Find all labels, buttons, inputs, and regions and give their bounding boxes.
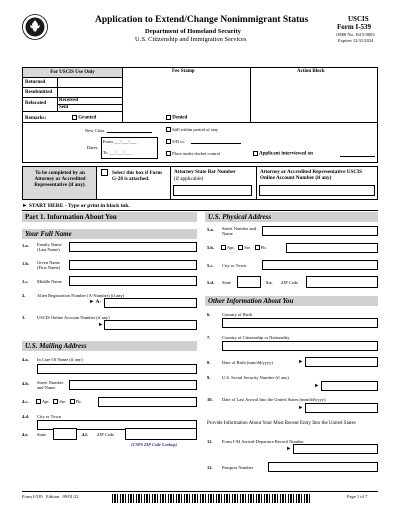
form-edition: Form I-539 Edition 09/01/22 [22, 494, 79, 499]
attorney-online-account-label: Attorney or Accredited Representative USCIS Online Account Number (if any) [260, 169, 363, 182]
ssn-label: U.S. Social Security Number (if any) [222, 375, 289, 380]
returned-label: Returned [25, 80, 46, 85]
family-name-input[interactable] [69, 242, 197, 252]
mail-unit-input[interactable] [98, 397, 197, 407]
mail-ste-checkbox[interactable] [53, 399, 58, 404]
remarks-label: Remarks: [25, 116, 47, 121]
country-citizenship-input[interactable] [222, 341, 378, 351]
mail-state-select[interactable] [53, 428, 77, 440]
sent-label: Sent [59, 105, 69, 110]
last-arrival-label: Date of Last Arrival Into the United States (mm/dd/yyyy) [222, 397, 326, 402]
phys-street-input[interactable] [262, 226, 378, 236]
mail-apt-checkbox[interactable] [36, 399, 41, 404]
attorney-instructions: To be completed by an Attorney or Accredited Representative (if any). [34, 170, 86, 189]
i94-label: Form I-94 Arrival-Departure Record Number [222, 439, 304, 444]
agency-abbr: USCIS [348, 15, 369, 23]
action-block-label: Action Block [297, 69, 325, 74]
mail-unit-type: Apt. Ste. Flr. [36, 399, 82, 404]
fee-stamp-label: Fee Stamp [172, 69, 195, 74]
resubmitted-label: Resubmitted [25, 90, 53, 95]
form-number: Form I-539 [337, 23, 372, 31]
start-here: ► START HERE - Type or print in black ink. [22, 203, 130, 209]
i94-input[interactable] [293, 444, 378, 454]
in-care-of-label: In Care Of Name (if any) [37, 357, 83, 362]
phys-zip-input[interactable] [306, 276, 378, 288]
g28-label: Select this box if Form G-28 is attached. [112, 170, 162, 183]
granted-checkbox[interactable] [72, 115, 77, 120]
given-name-input[interactable] [69, 260, 197, 270]
mail-state-label: State [37, 432, 46, 437]
mail-flr-checkbox[interactable] [70, 399, 75, 404]
full-name-header: Your Full Name [22, 229, 197, 239]
from-date: From ___/___/___ [103, 139, 137, 144]
mailing-address-header: U.S. Mailing Address [22, 341, 197, 351]
zip-lookup-link[interactable]: (USPS ZIP Code Lookup) [131, 442, 178, 447]
agency: U.S. Citizenship and Immigration Services [135, 36, 247, 43]
still-within-option[interactable]: Still within period of stay [166, 127, 218, 133]
middle-name-input[interactable] [69, 276, 197, 286]
online-account-label: USCIS Online Account Number (if any) [37, 315, 110, 320]
mail-zip-label: ZIP Code [97, 432, 115, 437]
ssn-input[interactable] [321, 381, 378, 391]
phys-unit-input[interactable] [286, 243, 378, 253]
uscis-use-only-label: For USCIS Use Only [23, 68, 122, 77]
dhs-seal [22, 14, 48, 40]
new-class-label: New Class [85, 128, 105, 133]
other-info-header: Other Information About You [205, 296, 378, 306]
interviewed-checkbox[interactable] [253, 151, 258, 156]
phys-city-input[interactable] [262, 260, 378, 270]
phys-street-label: Street Number and Name [222, 226, 256, 236]
recent-entry-instruction: Provide Information About Your Most Recent Entry Into the United States [207, 421, 356, 426]
family-name-label: Family Name (Last Name) [37, 242, 62, 252]
passport-label: Passport Number [222, 465, 254, 470]
bar-number-sub: (if applicable) [174, 176, 204, 182]
to-date: To ___/___/___ [103, 150, 132, 155]
relocated-label: Relocated [25, 101, 47, 106]
granted-option[interactable]: Granted [72, 115, 96, 122]
docket-option[interactable]: Place under docket control [166, 151, 220, 157]
received-label: Received [59, 98, 79, 103]
docket-checkbox[interactable] [166, 151, 171, 156]
online-account-arrow: ► [98, 322, 104, 328]
physical-address-header: U.S. Physical Address [205, 212, 378, 222]
barcode [112, 494, 312, 503]
dates-label: Dates: [87, 145, 99, 150]
sd-to-checkbox[interactable] [166, 139, 171, 144]
expiration: Expires 12/31/2024 [338, 38, 374, 43]
form-title: Application to Extend/Change Nonimmigrant Status [95, 15, 309, 25]
last-arrival-input[interactable] [305, 403, 378, 413]
phys-ste-checkbox[interactable] [238, 245, 243, 250]
page-number: Page 1 of 7 [347, 494, 368, 499]
dob-input[interactable] [305, 357, 378, 367]
omb-number: OMB No. 1615-0003 [336, 32, 375, 37]
phys-apt-checkbox[interactable] [221, 245, 226, 250]
phys-city-label: City or Town [222, 263, 246, 268]
attorney-online-account-input[interactable] [259, 185, 375, 196]
mail-street-input[interactable] [69, 380, 197, 390]
country-birth-input[interactable] [222, 318, 378, 328]
passport-input[interactable] [268, 462, 378, 472]
phys-state-label: State [222, 280, 231, 285]
a-number-label: Alien Registration Number (A-Number) (if any) [37, 293, 125, 298]
denied-checkbox[interactable] [166, 115, 171, 120]
middle-name-label: Middle Name [37, 279, 62, 284]
mail-street-label: Street Number and Name [37, 380, 64, 390]
mail-city-label: City or Town [37, 414, 61, 419]
phys-flr-checkbox[interactable] [255, 245, 260, 250]
department: Department of Homeland Security [145, 28, 241, 35]
phys-state-select[interactable] [237, 276, 261, 288]
sd-to-option[interactable]: S/D to: [166, 139, 185, 145]
given-name-label: Given Name (First Name) [37, 260, 61, 270]
phys-zip-label: ZIP Code [281, 280, 299, 285]
denied-option[interactable]: Denied [166, 115, 187, 122]
mail-zip-input[interactable] [125, 428, 197, 440]
country-citizenship-label: Country of Citizenship or Nationality [222, 335, 290, 340]
online-account-input[interactable] [104, 320, 197, 330]
still-within-checkbox[interactable] [166, 127, 171, 132]
phys-unit-type: Apt. Ste. Flr. [221, 245, 267, 250]
a-prefix: ► A- [89, 299, 102, 305]
bar-number-label: Attorney State Bar Number [174, 169, 236, 175]
dob-label: Date of Birth (mm/dd/yyyy) [222, 360, 273, 365]
interviewed-option[interactable]: Applicant interviewed on [253, 151, 313, 158]
g28-checkbox[interactable] [101, 169, 108, 176]
bar-number-input[interactable] [173, 185, 252, 196]
country-birth-label: Country of Birth [222, 312, 252, 317]
a-number-input[interactable] [104, 298, 197, 308]
in-care-of-input[interactable] [37, 364, 197, 374]
part1-header: Part 1. Information About You [22, 212, 197, 222]
